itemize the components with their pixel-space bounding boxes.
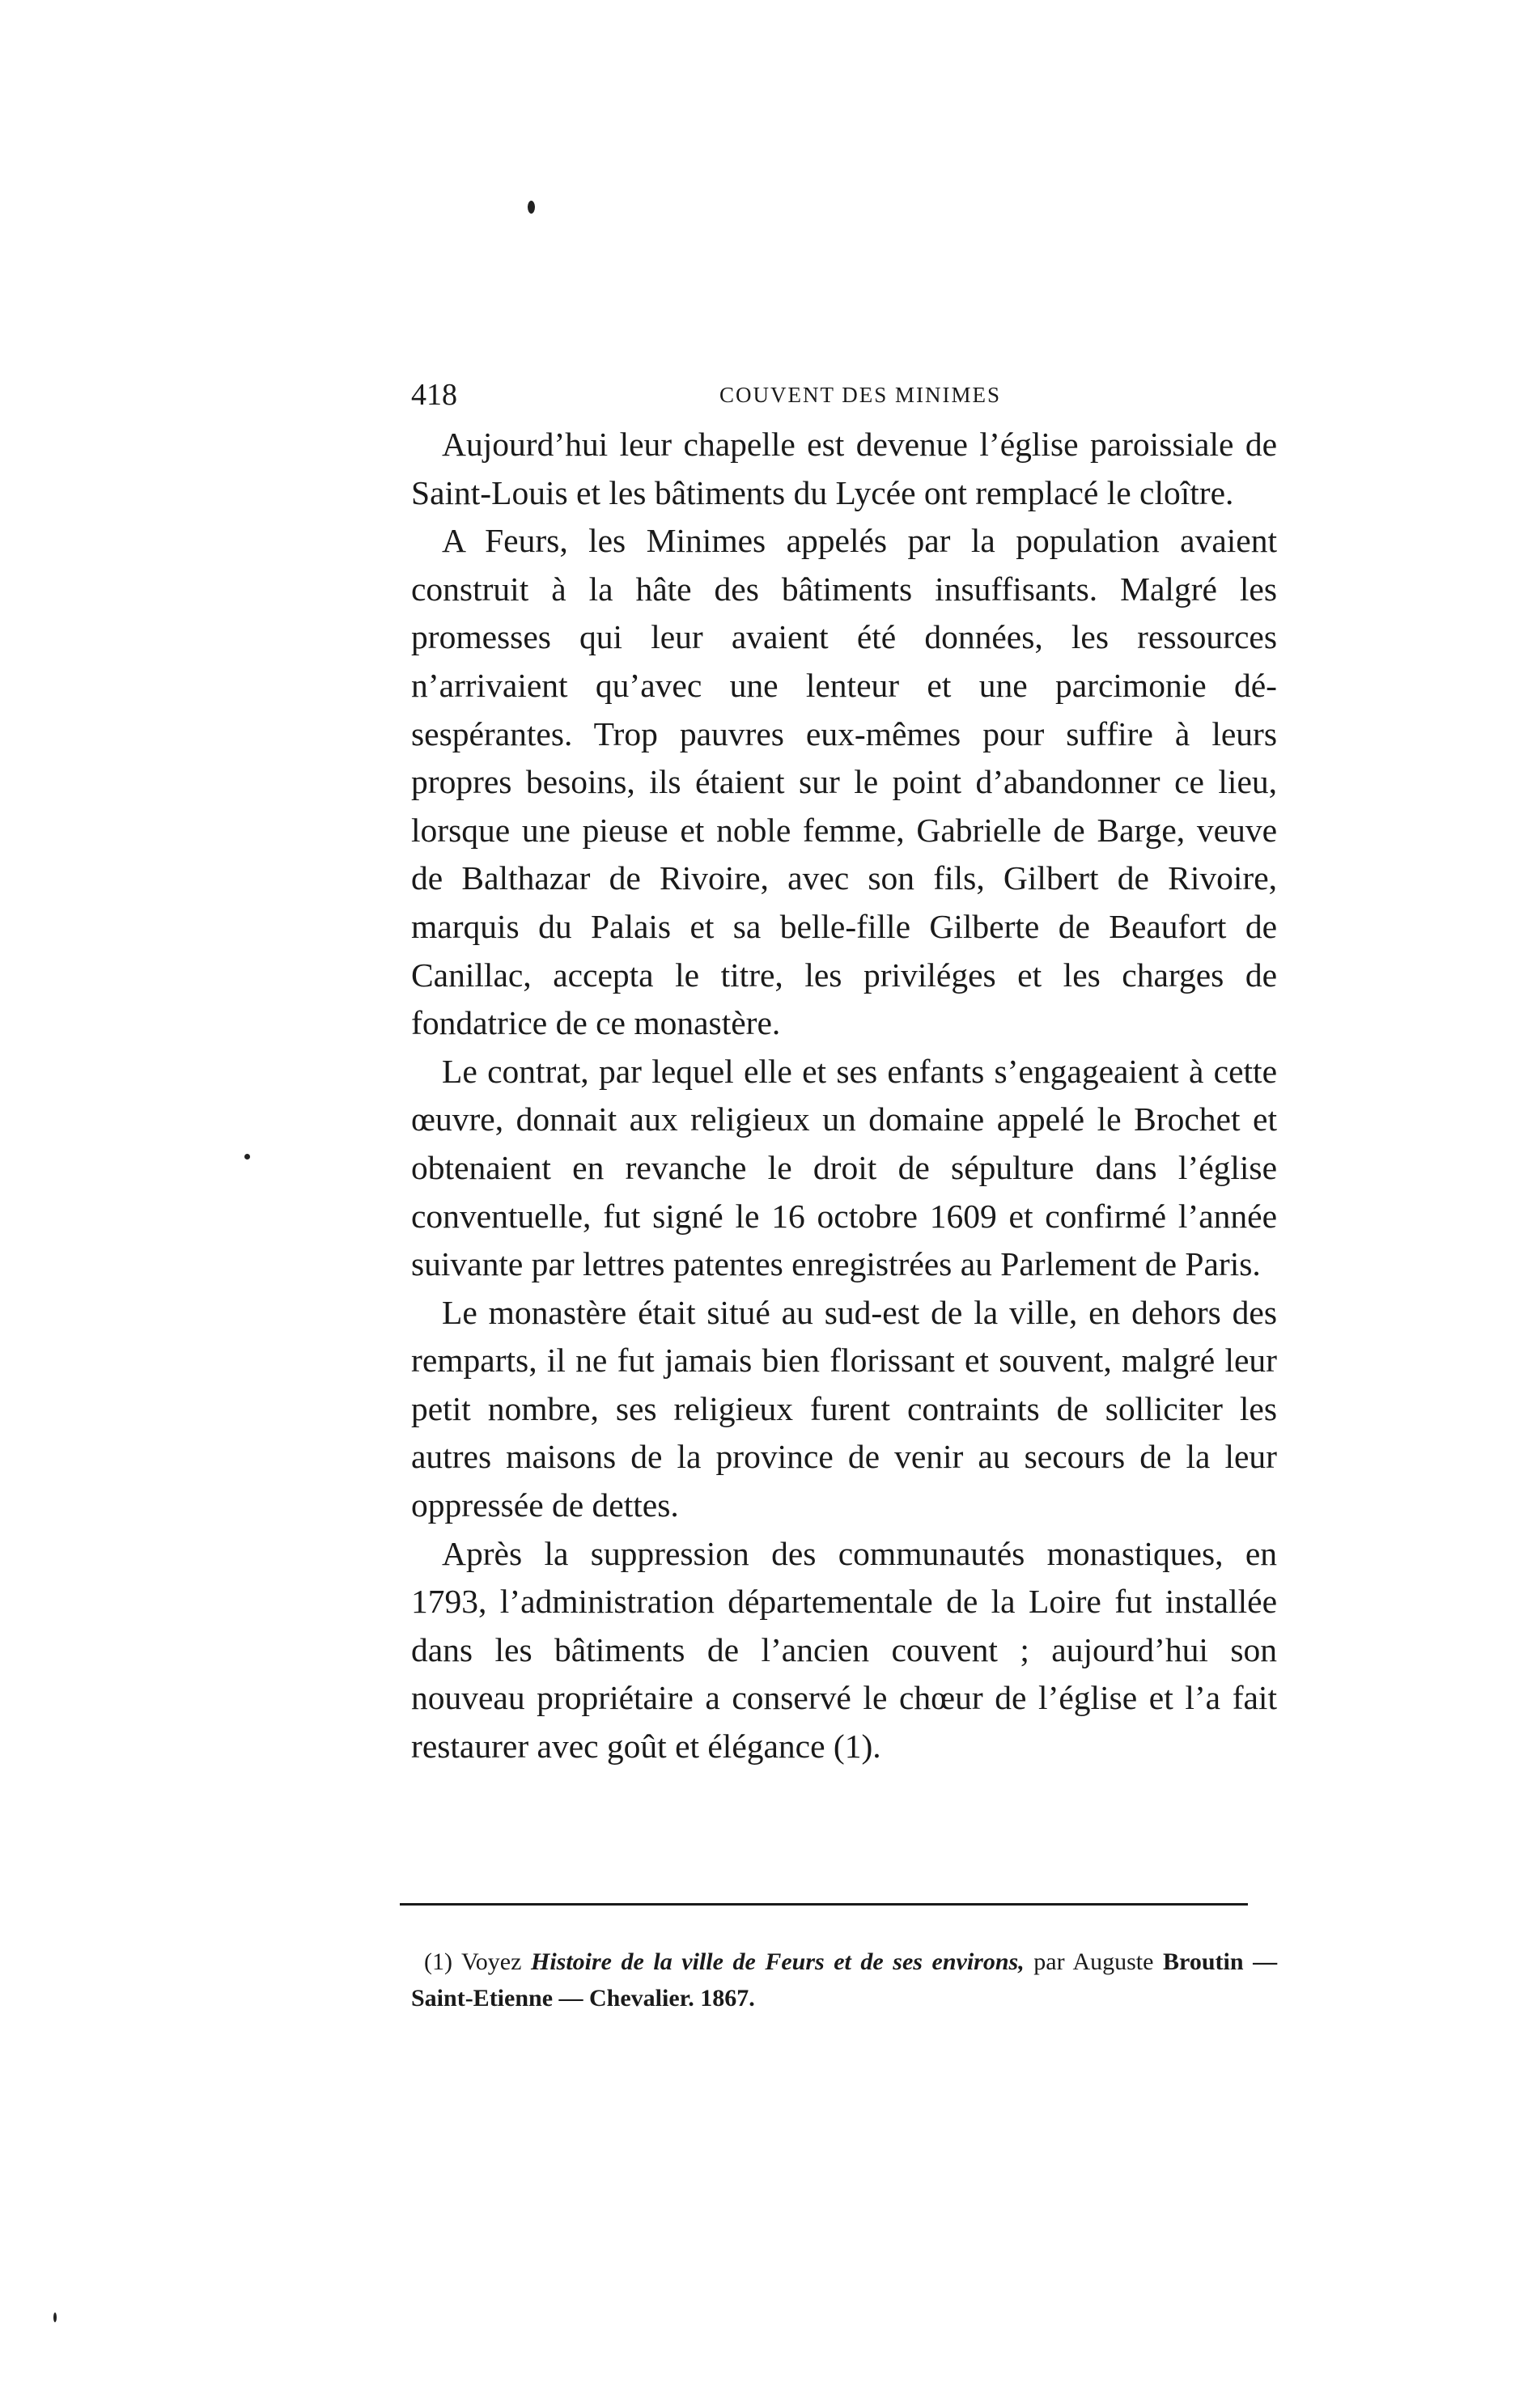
footnote-book-title: Histoire de la ville de Feurs et de ses environs, [530, 1948, 1025, 1975]
page-number: 418 [411, 378, 457, 412]
running-title: COUVENT DES MINIMES [719, 383, 1001, 407]
footnote-author: Broutin [1163, 1948, 1244, 1975]
paragraph: Après la suppression des communautés monastiques, en 1793, l’administration départementale de la Loire fut installée dans les bâtiments de l’ancien couvent ; aujourd’hui son nouveau propriétaire a conservé le chœur de l’église et l’a fait restaurer avec goût et élégance (1). [411, 1534, 1277, 1766]
footnote [411, 1944, 1277, 2016]
ink-speck [528, 201, 535, 214]
ink-speck [53, 2313, 57, 2322]
footnote-publisher: — Saint-Etienne — Chevalier. 1867. [411, 1948, 1278, 2012]
paragraph: Le monastère était situé au sud-est de la ville, en dehors des remparts, il ne fut jamais bien florissant et souvent, malgré leur petit nombre, ses religieux furent contraints de solliciter les autres maisons de la province de venir au secours de la leur oppressée de dettes. [411, 1293, 1277, 1524]
footnote-marker: (1) Voyez [424, 1948, 522, 1975]
footnote-separator-rule [400, 1903, 1248, 1906]
footnote-by: par Auguste [1033, 1948, 1154, 1975]
ink-speck [244, 1154, 250, 1159]
paragraph: A Feurs, les Minimes appelés par la population avaient construit à la hâte des bâtiments insuffisants. Malgré les promesses qui leur avaient été données, les ressources n’arrivaient qu’avec une lenteur et une parcimonie désespérantes. Trop pauvres eux-mêmes pour suffire à leurs propres besoins, ils étaient sur le point d’abandonner ce lieu, lorsque une pieuse et noble femme, Gabrielle de Barge, veuve de Balthazar de Rivoire, avec son fils, Gilbert de Rivoire, marquis du Palais et sa belle-fille Gilberte de Beaufort de Canillac, accepta le titre, les priviléges et les charges de fondatrice de ce monastère. [411, 522, 1277, 1042]
paragraph: Aujourd’hui leur chapelle est devenue l’église paroissiale de Saint-Louis et les bâtiments du Lycée ont remplacé le cloître. [411, 426, 1277, 511]
page-header [411, 374, 1277, 416]
paragraph: Le contrat, par lequel elle et ses enfants s’engageaient à cette œuvre, donnait aux religieux un domaine appelé le Brochet et obtenaient en revanche le droit de sépulture dans l’église conventuelle, fut signé le 16 octobre 1609 et confirmé l’année suivante par lettres patentes enregistrées au Parlement de Paris. [411, 1052, 1277, 1283]
body-text [411, 421, 1277, 1771]
